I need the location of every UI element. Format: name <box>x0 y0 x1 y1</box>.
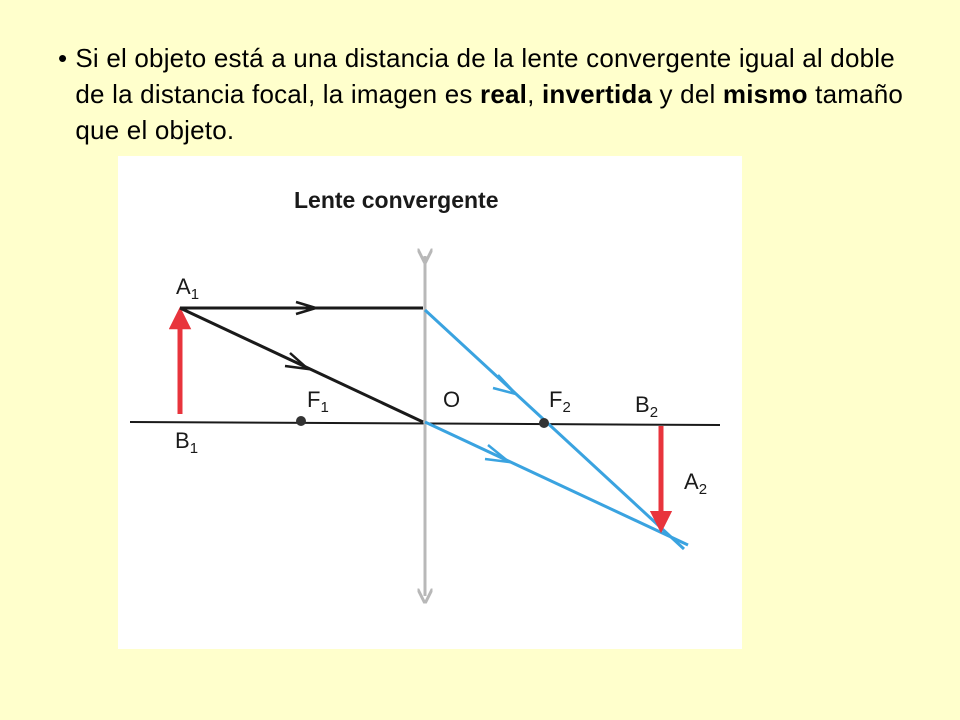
bullet-item <box>58 40 908 148</box>
text-part-4: tamaño que el objeto. <box>75 79 904 145</box>
label-b1: $B_1$ <box>175 428 199 457</box>
refracted-ray-center-arrow <box>485 445 509 462</box>
label-f1: $F_1$ <box>307 387 329 416</box>
focal-point-f1 <box>296 416 306 426</box>
label-f2: $F_2$ <box>549 387 571 416</box>
incident-ray-center <box>180 308 423 422</box>
bullet-text <box>75 40 908 148</box>
label-o: O <box>443 387 461 412</box>
refracted-ray-center <box>425 422 688 545</box>
bold-real: real <box>480 79 528 109</box>
text-part-2: , <box>527 79 542 109</box>
lens-diagram <box>118 156 742 649</box>
bold-mismo: mismo <box>722 79 808 109</box>
bullet-symbol: • <box>58 43 68 73</box>
bold-invertida: invertida <box>541 79 653 109</box>
lens-diagram-svg <box>118 156 742 649</box>
focal-point-f2 <box>539 418 549 428</box>
text-part-3: y del <box>652 79 723 109</box>
diagram-title: Lente convergente <box>294 187 499 213</box>
label-a1: $A_1$ <box>176 274 200 303</box>
text-part-1: Si el objeto está a una distancia de la lente convergente igual al doble de la distancia focal, la imagen es <box>75 43 895 109</box>
refracted-ray-focal <box>425 310 684 549</box>
label-b2: $B_2$ <box>635 392 659 421</box>
label-a2: $A_2$ <box>684 469 708 498</box>
